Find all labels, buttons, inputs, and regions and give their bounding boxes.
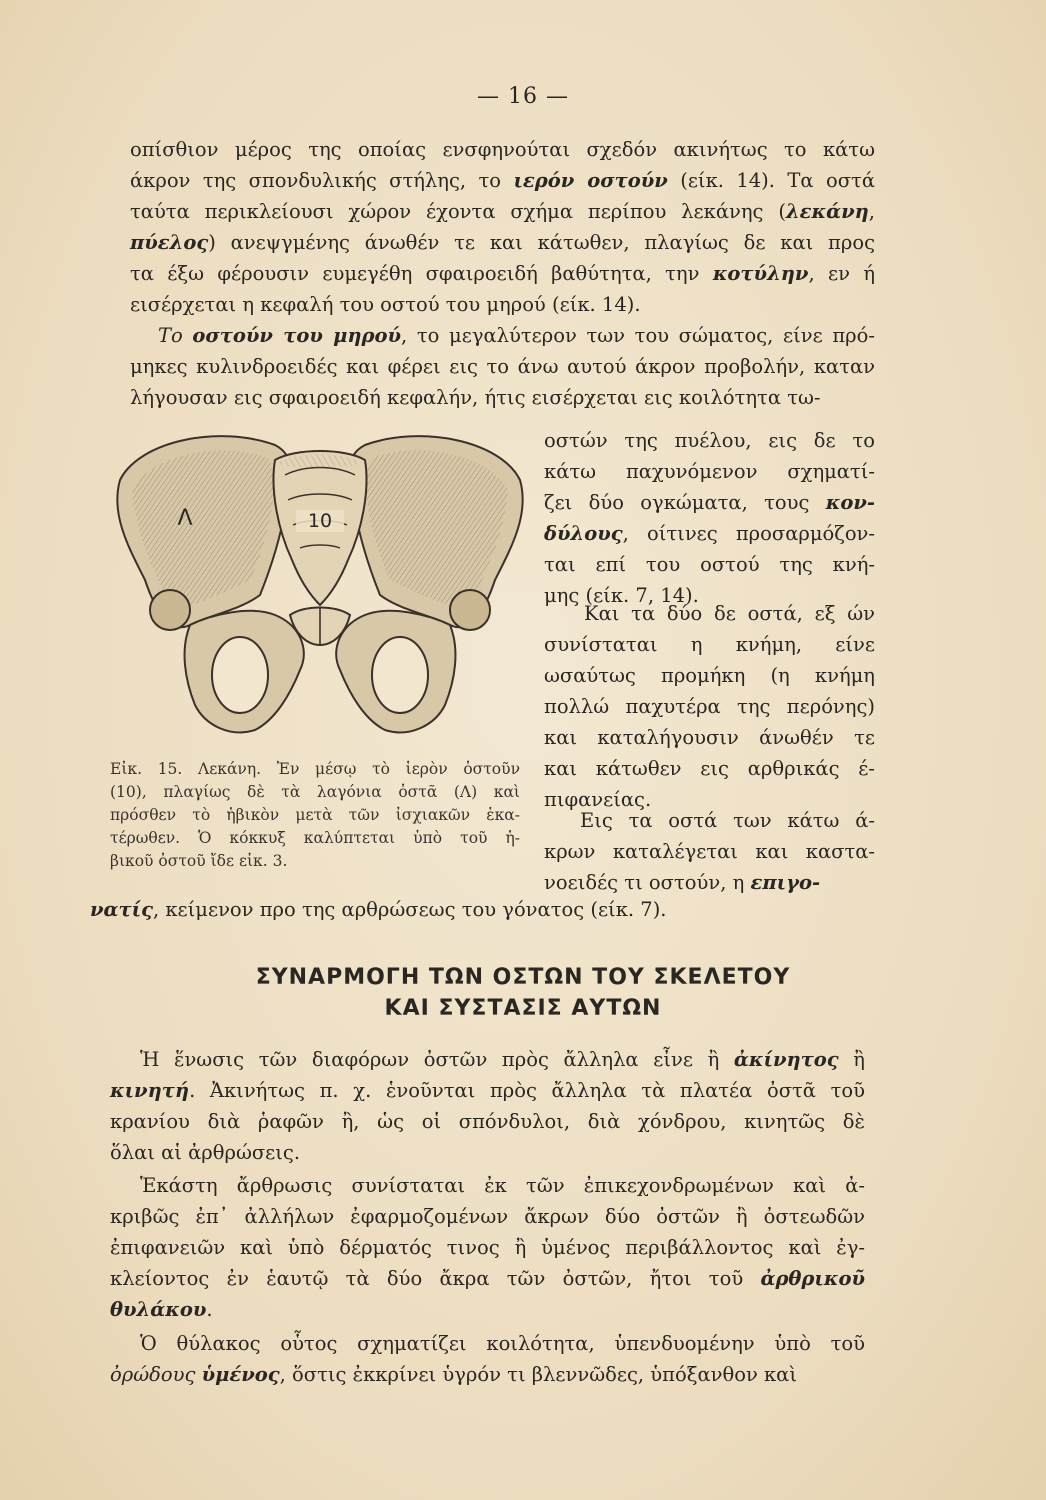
caption-line: τέρωθεν. Ὁ κόκκυξ καλύπτεται ὑπὸ τοῦ ἡ- [110, 829, 520, 847]
right-acetabulum [450, 590, 490, 630]
text-run: ἢ [838, 1048, 865, 1071]
text-run: κριβῶς ἐπ᾽ ἀλλήλων ἐφαρμοζομένων ἄκρων δύο ὀστῶν ἢ ὀστεωδῶν [110, 1205, 865, 1228]
figure-label-iliac: Λ [177, 506, 193, 531]
pelvis-figure [100, 420, 540, 745]
section-heading-line-2: ΚΑΙ ΣΥΣΤΑΣΙΣ ΑΥΤΩΝ [384, 996, 662, 1021]
text-run: . [206, 1298, 213, 1321]
emphasized-term: κοτύλην [712, 262, 809, 285]
paragraph-5 [110, 1044, 865, 1168]
text-run: , οίτινες προσαρμόζον- [622, 522, 875, 545]
emphasized-term: ἀκίνητος [733, 1048, 839, 1071]
text-line [544, 518, 875, 549]
text-line [130, 351, 875, 382]
text-run: άκρον της σπονδυλικής στήλης, το [130, 169, 514, 192]
text-line [544, 598, 875, 629]
text-run: ὅλαι αἱ ἀρθρώσεις. [110, 1141, 301, 1164]
text-run: κρανίου διὰ ῥαφῶν ἢ, ὡς οἱ σπόνδυλοι, διὰ χόνδρου, κινητῶς δὲ [110, 1110, 865, 1133]
text-run: , το μεγαλύτερον των του σώματος, είνε πρό- [401, 324, 875, 347]
right-obturator-foramen [372, 637, 428, 713]
text-line [110, 1201, 865, 1232]
text-line [130, 227, 875, 258]
text-line [544, 629, 875, 660]
paragraph-7 [110, 1328, 865, 1390]
text-run: συνίσταται η κνήμη, είνε [544, 633, 875, 656]
emphasized-term: οστούν του μηρού [192, 324, 402, 347]
emphasized-term: νατίς [90, 898, 153, 921]
paragraph-2 [130, 320, 875, 413]
emphasized-term: Το [158, 324, 193, 347]
text-run: εισέρχεται η κεφαλή του οστού του μηρού (είκ. 14). [130, 293, 641, 316]
text-line [130, 320, 875, 351]
text-run: λήγουσαν εις σφαιροειδή κεφαλήν, ήτις εισέρχεται εις κοιλότητα τω- [130, 386, 821, 409]
text-run: ται επί του οστού της κνή- [544, 553, 875, 576]
text-run: κρων καταλέγεται και καστα- [544, 840, 875, 863]
text-line [544, 691, 875, 722]
text-run: πιφανείας. [544, 788, 652, 811]
text-run: μης (είκ. 7, 14). [544, 584, 699, 607]
text-run: και κάτωθεν εις αρθρικάς έ- [544, 757, 875, 780]
emphasized-term: κον- [825, 491, 875, 514]
text-line [130, 382, 875, 413]
text-line [544, 836, 875, 867]
text-line [110, 1359, 865, 1390]
text-line [110, 1075, 865, 1106]
left-obturator-foramen [212, 637, 268, 713]
text-line [544, 660, 875, 691]
caption-line: βικοῦ ὀστοῦ ἴδε εἰκ. 3. [110, 852, 288, 870]
text-run: Ὁ θύλακος οὗτος σχηματίζει κοιλότητα, ὑπενδυομένην ὑπὸ τοῦ [140, 1332, 865, 1355]
text-run: (είκ. 14). Τα οστά [667, 169, 875, 192]
text-run: , εν ή [808, 262, 875, 285]
text-line [110, 1170, 865, 1201]
text-run: , κείμενον προ της αρθρώσεως του γόνατος (είκ. 7). [152, 898, 667, 921]
text-run: νοειδές τι οστούν, η [544, 871, 751, 894]
caption-line: πρόσθεν τὸ ἡβικὸν μετὰ τῶν ἰσχιακῶν ἑκα- [110, 806, 520, 824]
text-run: τα έξω φέρουσιν ευμεγέθη σφαιροειδή βαθύτητα, την [130, 262, 713, 285]
text-run: , [868, 200, 875, 223]
text-run: ἐπιφανειῶν καὶ ὑπὸ δέρματός τινος ἢ ὑμένος περιβάλλοντος καὶ ἐγ- [110, 1236, 865, 1259]
emphasized-term: δύλους [544, 522, 623, 545]
text-line [544, 487, 875, 518]
text-line [544, 722, 875, 753]
text-line [110, 1232, 865, 1263]
text-line [544, 753, 875, 784]
text-run: και καταλήγουσιν άνωθέν τε [544, 726, 875, 749]
text-run: ωσαύτως προμήκη (η κνήμη [544, 664, 875, 687]
text-run: οστών της πυέλου, εις δε το [544, 429, 875, 452]
emphasized-term: ὑμένος [201, 1363, 280, 1386]
paragraph-3 [544, 598, 875, 815]
text-run: Και τα δύο δε οστά, εξ ών [584, 602, 875, 625]
text-run: ) ανεψγμένης άνωθέν τε και κάτωθεν, πλαγίως δε και προς [208, 231, 875, 254]
text-line [110, 1263, 865, 1294]
text-line [110, 1294, 865, 1325]
text-line [130, 165, 875, 196]
caption-line: Εἰκ. 15. Λεκάνη. Ἐν μέσῳ τὸ ἱερὸν ὀστοῦν [110, 760, 520, 778]
section-heading-line-1: ΣΥΝΑΡΜΟΓΗ ΤΩΝ ΟΣΤΩΝ ΤΟΥ ΣΚΕΛΕΤΟΥ [255, 965, 791, 990]
text-line [110, 1328, 865, 1359]
text-run: κλείοντος ἐν ἑαυτῷ τὰ δύο ἄκρα τῶν ὀστῶν, ἤτοι τοῦ [110, 1267, 761, 1290]
emphasized-term: θυλάκου [110, 1298, 207, 1321]
text-run: Ἡ ἕνωσις τῶν διαφόρων ὀστῶν πρὸς ἄλληλα εἶνε ἢ [140, 1048, 734, 1071]
text-run: Ἑκάστη ἄρθρωσις συνίσταται ἐκ τῶν ἐπικεχονδρωμένων καὶ ἀ- [140, 1174, 865, 1197]
caption-line: (10), πλαγίως δὲ τὰ λαγόνια ὀστᾶ (Λ) καὶ [110, 783, 520, 801]
emphasized-term: ὀρώδους [110, 1363, 202, 1386]
text-run: πολλώ παχυτέρα της περόνης) [544, 695, 875, 718]
text-run: κάτω παχυνόμενον σχηματί- [544, 460, 875, 483]
text-run: . Ἀκινήτως π. χ. ἑνοῦνται πρὸς ἄλληλα τὰ πλατέα ὀστᾶ τοῦ [189, 1079, 865, 1102]
text-run: ταύτα περικλείουσι χώρον έχοντα σχήμα περίπου λεκάνης ( [130, 200, 786, 223]
text-run: οπίσθιον μέρος της οποίας ενσφηνούται σχεδόν ακινήτως το κάτω [130, 138, 875, 161]
text-line [130, 134, 875, 165]
paragraph-4 [90, 894, 770, 925]
text-run: Εις τα οστά των κάτω ά- [580, 809, 875, 832]
text-line [90, 894, 770, 925]
emphasized-term: επιγο- [750, 871, 821, 894]
text-line [130, 258, 875, 289]
paragraph-6 [110, 1170, 865, 1325]
text-run: , ὅστις ἐκκρίνει ὑγρόν τι βλεννῶδες, ὑπόξανθον καὶ [279, 1363, 797, 1386]
paragraph-1 [130, 134, 875, 320]
text-run: μηκες κυλινδροειδές και φέρει εις το άνω αυτού άκρον προβολήν, καταν [130, 355, 875, 378]
text-line [110, 1137, 865, 1168]
text-run: ζει δύο ογκώματα, τους [544, 491, 826, 514]
emphasized-term: ἀρθρικοῦ [760, 1267, 865, 1290]
text-line [110, 1044, 865, 1075]
text-line [544, 456, 875, 487]
paragraph-2-side [544, 425, 875, 611]
emphasized-term: πύελος [130, 231, 209, 254]
emphasized-term: ιερόν οστούν [513, 169, 668, 192]
emphasized-term: κινητή [110, 1079, 190, 1102]
emphasized-term: λεκάνη [785, 200, 869, 223]
text-line [544, 425, 875, 456]
left-acetabulum [150, 590, 190, 630]
text-line [110, 1106, 865, 1137]
text-line [544, 549, 875, 580]
page-number: — 16 — [477, 84, 569, 109]
paragraph-4-side [544, 805, 875, 898]
text-line [544, 805, 875, 836]
figure-label-sacrum: 10 [307, 510, 333, 532]
figure-caption [110, 758, 520, 873]
text-line [130, 196, 875, 227]
text-line [130, 289, 875, 320]
pelvis-illustration [100, 420, 540, 745]
